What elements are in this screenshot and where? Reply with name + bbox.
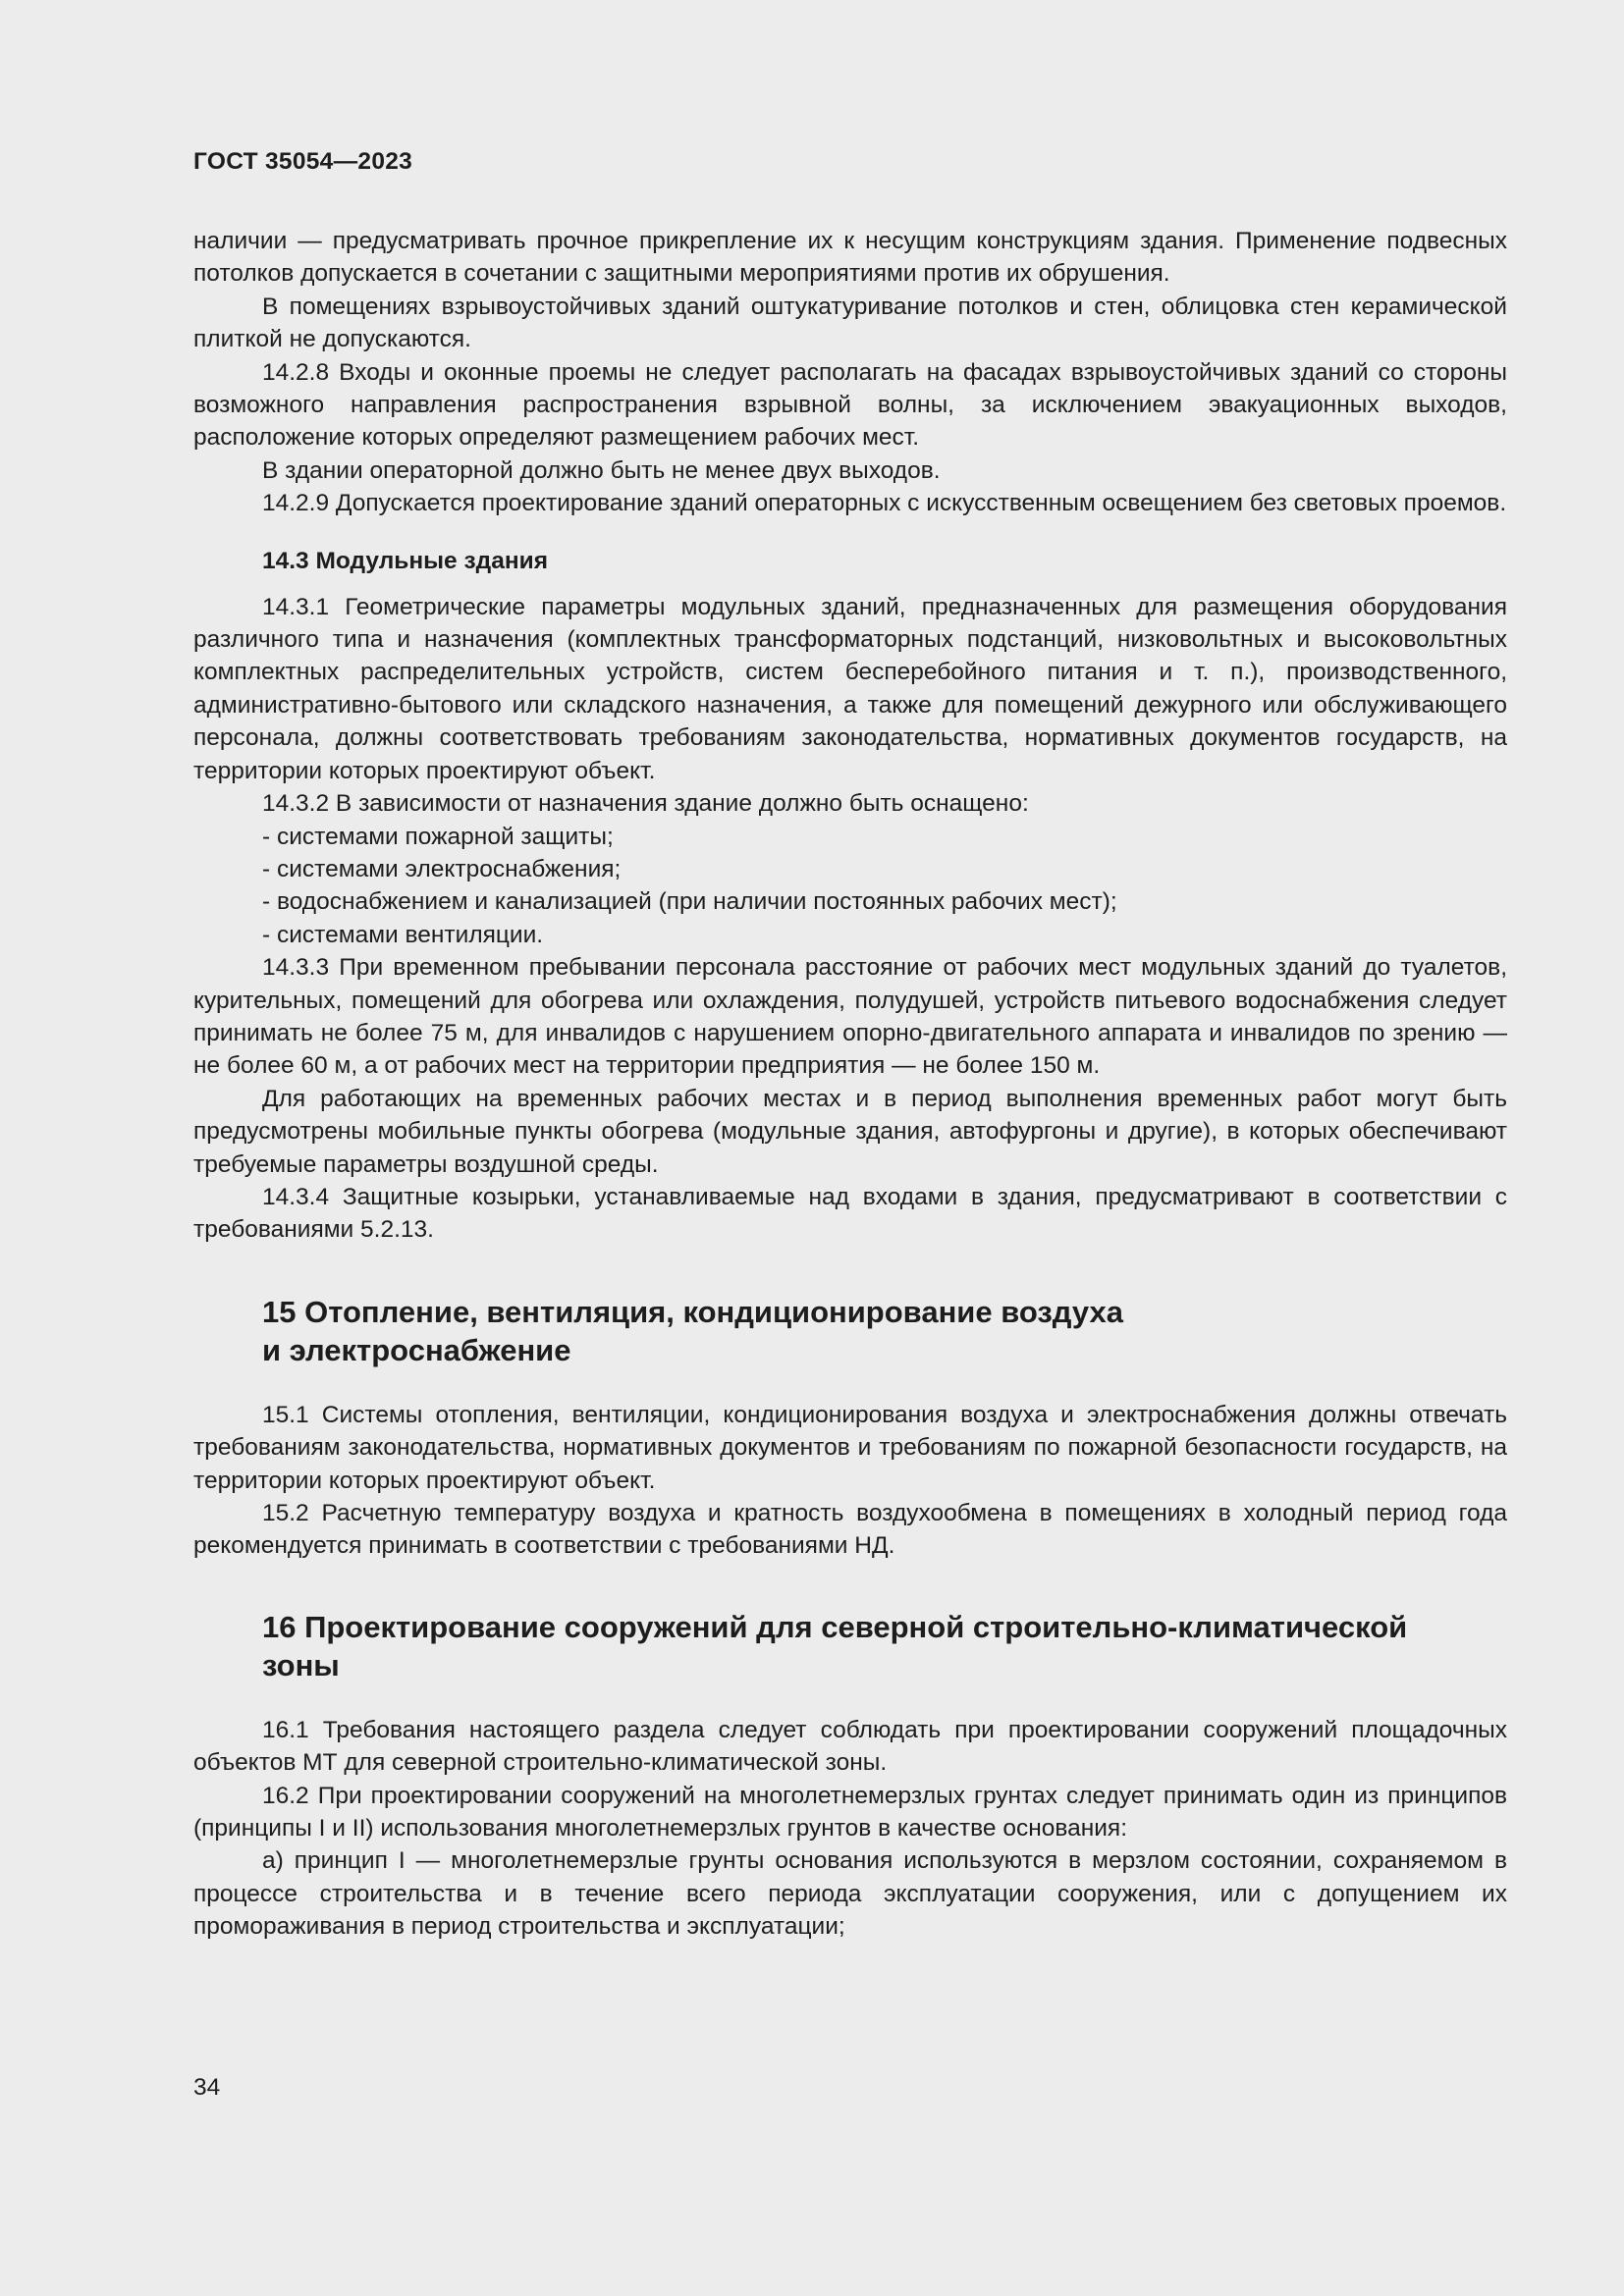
paragraph: а) принцип I — многолетнемерзлые грунты основания используются в мерзлом состоянии, сохраняемом в процессе строительства и в течение всего периода эксплуатации сооружения, или с допущением их промораживания в период строительства и эксплуатации; — [193, 1847, 1507, 1941]
document-standard-id: ГОСТ 35054—2023 — [193, 148, 413, 175]
list-item: - системами пожарной защиты; — [262, 823, 614, 850]
paragraph: 16.1 Требования настоящего раздела следует соблюдать при проектировании сооружений площадочных объектов МТ для северной строительно-климатической зоны. — [193, 1716, 1507, 1777]
section-heading-16-line2: зоны — [262, 1647, 340, 1682]
paragraph: 15.2 Расчетную температуру воздуха и кратность воздухообмена в помещениях в холодный период года рекомендуется принимать в соответствии с требованиями НД. — [193, 1500, 1507, 1560]
paragraph: Для работающих на временных рабочих местах и в период выполнения временных работ могут быть предусмотрены мобильные пункты обогрева (модульные здания, автофургоны и другие), в которых обеспечивают требуемые параметры воздушной среды. — [193, 1085, 1507, 1178]
section-heading-16-line1: 16 Проектирование сооружений для северной строительно-климатической — [262, 1609, 1408, 1644]
paragraph: 14.2.9 Допускается проектирование зданий операторных с искусственным освещением без световых проемов. — [262, 490, 1507, 517]
paragraph: наличии — предусматривать прочное прикрепление их к несущим конструкциям здания. Применение подвесных потолков допускается в сочетании с защитными мероприятиями против их обрушения. — [193, 228, 1507, 288]
paragraph: 16.2 При проектировании сооружений на многолетнемерзлых грунтах следует принимать один из принципов (принципы I и II) использования многолетнемерзлых грунтов в качестве основания: — [193, 1782, 1507, 1842]
paragraph: 14.2.8 Входы и оконные проемы не следует располагать на фасадах взрывоустойчивых зданий со стороны возможного направления распространения взрывной волны, за исключением эвакуационных выходов, расположение которых определяют размещением рабочих мест. — [193, 358, 1507, 452]
section-heading-15 — [193, 1293, 1507, 1369]
paragraph: В помещениях взрывоустойчивых зданий оштукатуривание потолков и стен, облицовка стен керамической плиткой не допускаются. — [193, 293, 1507, 353]
paragraph: 15.1 Системы отопления, вентиляции, кондиционирования воздуха и электроснабжения должны отвечать требованиям законодательства, нормативных документов и требованиям по пожарной безопасности государств, на территории которых проектируют объект. — [193, 1401, 1507, 1494]
section-heading-16 — [193, 1608, 1507, 1684]
paragraph: 14.3.4 Защитные козырьки, устанавливаемые над входами в здания, предусматривают в соответствии с требованиями 5.2.13. — [193, 1183, 1507, 1244]
document-body — [193, 225, 1507, 1944]
section-heading-15-line1: 15 Отопление, вентиляция, кондиционирование воздуха — [262, 1294, 1123, 1329]
section-heading-15-line2: и электроснабжение — [262, 1332, 571, 1367]
page-number: 34 — [193, 2074, 221, 2101]
subsection-heading-14-3: 14.3 Модульные здания — [262, 547, 548, 574]
paragraph: 14.3.2 В зависимости от назначения здание должно быть оснащено: — [262, 790, 1029, 818]
paragraph: В здании операторной должно быть не менее двух выходов. — [262, 456, 941, 484]
list-item: - системами электроснабжения; — [262, 855, 622, 882]
list-item: - системами вентиляции. — [262, 921, 544, 948]
paragraph: 14.3.1 Геометрические параметры модульных зданий, предназначенных для размещения оборудования различного типа и назначения (комплектных трансформаторных подстанций, низковольтных и высоковольтных комплектных распределительных устройств, систем бесперебойного питания и т. п.), производственного, административно-бытового или складского назначения, а также для помещений дежурного или обслуживающего персонала, должны соответствовать требованиям законодательства, нормативных документов государств, на территории которых проектируют объект. — [193, 593, 1507, 784]
paragraph: 14.3.3 При временном пребывании персонала расстояние от рабочих мест модульных зданий до туалетов, курительных, помещений для обогрева или охлаждения, полудушей, устройств питьевого водоснабжения следует принимать не более 75 м, для инвалидов с нарушением опорно-двигательного аппарата и инвалидов по зрению — не более 60 м, а от рабочих мест на территории предприятия — не более 150 м. — [193, 954, 1507, 1080]
list-item: - водоснабжением и канализацией (при наличии постоянных рабочих мест); — [262, 888, 1117, 916]
